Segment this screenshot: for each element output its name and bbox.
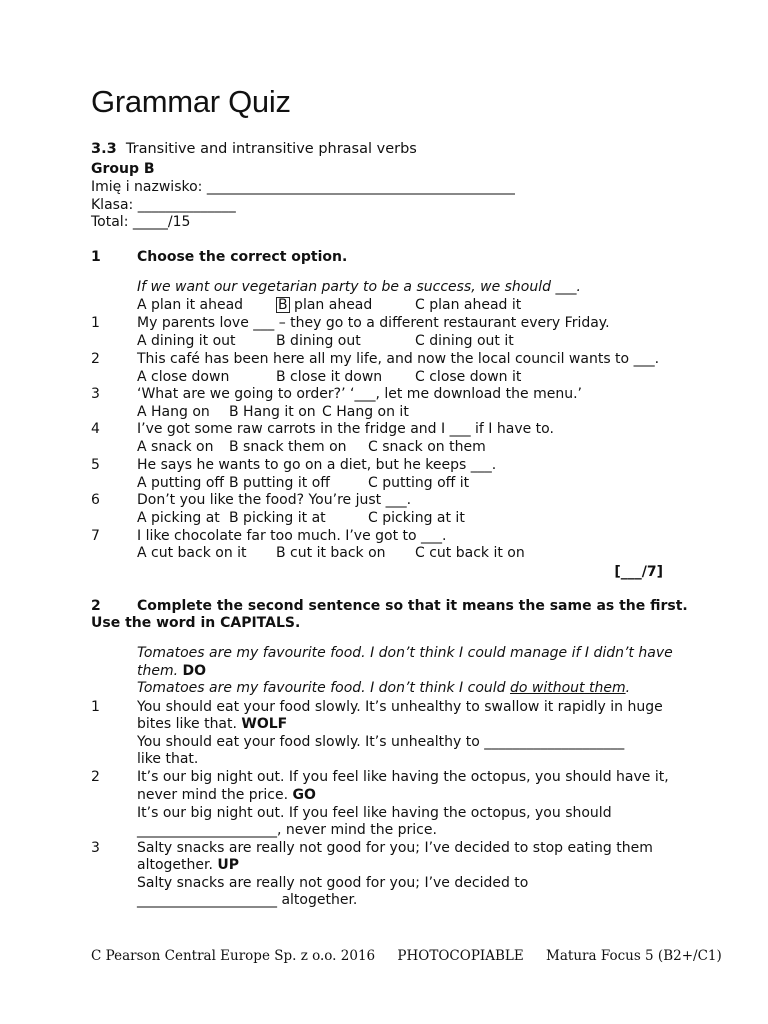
footer-photocopiable: PHOTOCOPIABLE — [397, 948, 524, 964]
item-3-number: 3 — [91, 386, 100, 402]
ex2-item-3-l2 — [137, 857, 239, 873]
example-keyword: DO — [182, 663, 207, 679]
example-l3-text: Tomatoes are my favourite food. I don’t think I could — [137, 680, 510, 696]
exercise-1-number: 1 — [91, 249, 101, 265]
page-title: Grammar Quiz — [91, 84, 291, 119]
ex2-item-2-l1: It’s our big night out. If you feel like having the octopus, you should have it, — [137, 769, 669, 785]
item-5-option-c: C putting off it — [368, 475, 470, 491]
ex2-item-2-number: 2 — [91, 769, 100, 785]
item-5-option-b: B putting it off — [229, 475, 330, 491]
class-field: Klasa: ______________ — [91, 197, 236, 213]
exercise-2-example-l3 — [137, 680, 630, 696]
item-7-number: 7 — [91, 528, 100, 544]
item-7-option-c: C cut back it on — [415, 545, 525, 561]
item-7-option-b: B cut it back on — [276, 545, 386, 561]
item-4-number: 4 — [91, 421, 100, 437]
ex2-item-2-l2 — [137, 787, 316, 803]
item-7-option-a: A cut back on it — [137, 545, 247, 561]
example-option-b-text: plan ahead — [289, 297, 373, 313]
footer-course: Matura Focus 5 (B2+/C1) — [546, 948, 722, 964]
item-4-text: I’ve got some raw carrots in the fridge and I ___ if I have to. — [137, 421, 554, 437]
item-2-option-a: A close down — [137, 369, 230, 385]
ex2-item-1-l3: You should eat your food slowly. It’s unhealthy to ____________________ — [137, 734, 625, 750]
item-2-option-b: B close it down — [276, 369, 383, 385]
item-3-text: ‘What are we going to order?’ ‘___, let me download the menu.’ — [137, 386, 582, 402]
item-5-number: 5 — [91, 457, 100, 473]
example-answer-box: B — [278, 297, 288, 313]
item-1-text: My parents love ___ – they go to a different restaurant every Friday. — [137, 315, 610, 331]
item-6-option-c: C picking at it — [368, 510, 465, 526]
item-3-option-c: C Hang on it — [322, 404, 409, 420]
example-l2-text: them. — [137, 663, 183, 679]
section-heading — [91, 141, 417, 157]
example-answer: do without them — [509, 680, 626, 696]
item-5-option-a: A putting off — [137, 475, 225, 491]
exercise-1-score: [___/7] — [614, 564, 663, 580]
exercise-2-number: 2 — [91, 598, 101, 614]
ex2-item-2-l2-text: never mind the price. — [137, 787, 293, 803]
item-6-option-a: A picking at — [137, 510, 220, 526]
item-6-option-b: B picking it at — [229, 510, 326, 526]
ex2-item-3-l2-text: altogether. — [137, 857, 218, 873]
item-1-option-a: A dining it out — [137, 333, 236, 349]
exercise-1-instruction: Choose the correct option. — [137, 249, 348, 265]
item-1-option-c: C dining out it — [415, 333, 514, 349]
item-1-option-b: B dining out — [276, 333, 361, 349]
ex2-item-1-l4: like that. — [137, 751, 199, 767]
footer-copyright: C Pearson Central Europe Sp. z o.o. 2016 — [91, 948, 376, 964]
item-6-number: 6 — [91, 492, 100, 508]
exercise-2-example-l2 — [137, 663, 206, 679]
item-2-text: This café has been here all my life, and now the local council wants to ___. — [137, 351, 660, 367]
item-3-option-b: B Hang it on — [229, 404, 316, 420]
exercise-1-example: If we want our vegetarian party to be a success, we should ___. — [137, 279, 581, 295]
item-4-option-b: B snack them on — [229, 439, 347, 455]
total-field: Total: _____/15 — [91, 214, 191, 230]
section-number: 3.3 — [91, 141, 117, 157]
item-6-text: Don’t you like the food? You’re just ___. — [137, 492, 412, 508]
ex2-item-1-number: 1 — [91, 699, 100, 715]
ex2-item-2-keyword: GO — [292, 787, 316, 803]
exercise-2-instruction-cont: Use the word in CAPITALS. — [91, 615, 301, 631]
ex2-item-3-l4: ____________________ altogether. — [137, 892, 358, 908]
ex2-item-3-number: 3 — [91, 840, 100, 856]
item-7-text: I like chocolate far too much. I’ve got to ___. — [137, 528, 447, 544]
ex2-item-1-l2-text: bites like that. — [137, 716, 242, 732]
ex2-item-2-l3: It’s our big night out. If you feel like having the octopus, you should — [137, 805, 612, 821]
item-5-text: He says he wants to go on a diet, but he keeps ___. — [137, 457, 497, 473]
item-2-option-c: C close down it — [415, 369, 522, 385]
item-4-option-c: C snack on them — [368, 439, 486, 455]
exercise-2-instruction: Complete the second sentence so that it means the same as the first. — [137, 598, 688, 614]
name-field: Imię i nazwisko: ____________________________________________ — [91, 179, 515, 195]
example-option-b — [276, 297, 372, 313]
item-1-number: 1 — [91, 315, 100, 331]
group-label: Group B — [91, 161, 155, 177]
page-footer — [91, 948, 740, 964]
exercise-2-example-l1: Tomatoes are my favourite food. I don’t think I could manage if I didn’t have — [137, 645, 673, 661]
item-3-option-a: A Hang on — [137, 404, 210, 420]
ex2-item-1-l1: You should eat your food slowly. It’s unhealthy to swallow it rapidly in huge — [137, 699, 663, 715]
item-2-number: 2 — [91, 351, 100, 367]
section-title: Transitive and intransitive phrasal verbs — [125, 141, 417, 157]
ex2-item-3-l1: Salty snacks are really not good for you; I’ve decided to stop eating them — [137, 840, 653, 856]
ex2-item-3-keyword: UP — [217, 857, 240, 873]
item-4-option-a: A snack on — [137, 439, 214, 455]
example-l3-end: . — [625, 680, 631, 696]
example-option-c: C plan ahead it — [415, 297, 522, 313]
ex2-item-2-l4: ____________________, never mind the price. — [137, 822, 437, 838]
example-option-a: A plan it ahead — [137, 297, 244, 313]
ex2-item-3-l3: Salty snacks are really not good for you; I’ve decided to — [137, 875, 529, 891]
ex2-item-1-l2 — [137, 716, 287, 732]
ex2-item-1-keyword: WOLF — [241, 716, 288, 732]
